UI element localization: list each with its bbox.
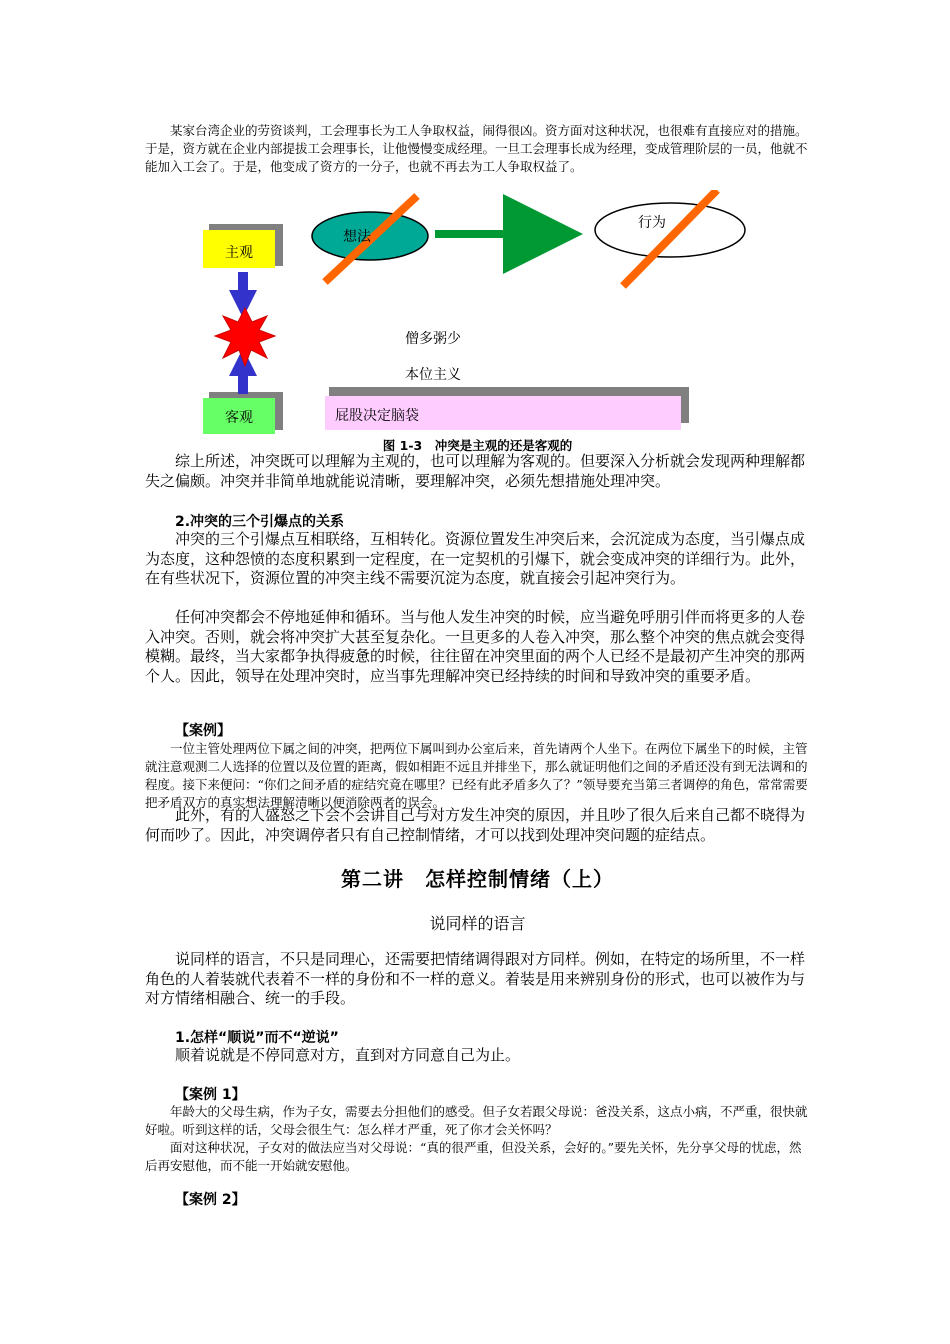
objective-label: 客观 <box>225 410 253 426</box>
section-title: 说同样的语言 <box>429 914 526 933</box>
case2-label: 【案例 2】 <box>175 1192 246 1208</box>
behavior-ellipse <box>595 203 745 257</box>
summary-paragraph: 综上所述，冲突既可以理解为主观的，也可以理解为客观的。但要深入分析就会发现两种理解都失之偏颇。冲突并非简单地就能说清晰，要理解冲突，必须先想措施处理冲突。 <box>145 452 806 490</box>
monk-label: 僧多粥少 <box>405 331 461 347</box>
section2-heading: 2.冲突的三个引爆点的关系 <box>175 514 345 530</box>
diagram-graphics <box>195 190 755 440</box>
intro-paragraph: 某家台湾企业的劳资谈判，工会理事长为工人争取权益，闹得很凶。资方面对这种状况，也很难有直接应对的措施。于是，资方就在企业内部提拔工会理事长，让他慢慢变成经理。一旦工会理事长成为经理，变成管理阶层的一员，他就不能加入工会了。于是，他变成了资方的一分子，也就不再去为工人争取权益了。 <box>145 123 808 174</box>
subheading-1: 1.怎样“顺说”而不“逆说” <box>175 1030 339 1046</box>
thought-label: 想法 <box>343 229 371 245</box>
same-language-paragraph: 说同样的语言，不只是同理心，还需要把情绪调得跟对方同样。例如，在特定的场所里，不一样角色的人着装就代表着不一样的身份和不一样的意义。着装是用来辨别身份的形式，也可以被作为与对方情绪相融合、统一的手段。 <box>145 950 806 1007</box>
subheading-1-text: 顺着说就是不停同意对方，直到对方同意自己为止。 <box>175 1046 521 1064</box>
case-label: 【案例】 <box>175 723 231 739</box>
section2-paragraph-1: 冲突的三个引爆点互相联络，互相转化。资源位置发生冲突后来，会沉淀成为态度，当引爆点成为态度，这种怨愤的态度积累到一定程度，在一定契机的引爆下，就会变成冲突的详细行为。此外，在有些状况下，资源位置的冲突主线不需要沉淀为态度，就直接会引起冲突行为。 <box>145 530 806 587</box>
figure-caption: 图 1-3 冲突是主观的还是客观的 <box>382 438 573 453</box>
red-burst <box>215 308 275 366</box>
case1-label: 【案例 1】 <box>175 1087 246 1103</box>
lecture-title: 第二讲 怎样控制情绪（上） <box>341 867 614 891</box>
section2-paragraph-2: 任何冲突都会不停地延伸和循环。当与他人发生冲突的时候，应当避免呼朋引伴而将更多的人卷入冲突。否则，就会将冲突扩大甚至复杂化。一旦更多的人卷入冲突，那么整个冲突的焦点就会变得模糊。最终，当大家都争执得疲惫的时候，往往留在冲突里面的两个人已经不是最初产生冲突的那两个人。因此，领导在处理冲突时，应当事先理解冲突已经持续的时间和导致冲突的重要矛盾。 <box>145 608 806 685</box>
case-text: 一位主管处理两位下属之间的冲突，把两位下属叫到办公室后来，首先请两个人坐下。在两位下属坐下的时候，主管就注意观测二人选择的位置以及位置的距离，假如相距不远且并排坐下，那么就证明他们之间的矛盾还没有到无法调和的程度。接下来便问：“你们之间矛盾的症结究竟在哪里？已经有此矛盾多久了？”领导要充当第三者调停的角色，常常需要把矛盾双方的真实想法理解清晰以便消除两者的误会。 <box>145 741 808 810</box>
case1-paragraph-2: 面对这种状况，子女对的做法应当对父母说：“真的很严重，但没关系，会好的。”要先关怀，先分享父母的忧虑，然后再安慰他，而不能一开始就安慰他。 <box>145 1140 802 1173</box>
subjective-label: 主观 <box>225 245 253 261</box>
conflict-diagram <box>195 190 755 440</box>
case1-paragraph-1: 年龄大的父母生病，作为子女，需要去分担他们的感受。但子女若跟父母说：爸没关系，这点小病，不严重，很快就好啦。听到这样的话，父母会很生气：怎么样才严重，死了你才会关怀吗？ <box>145 1104 808 1137</box>
butt-label: 屁股决定脑袋 <box>335 408 419 424</box>
case-followup: 此外，有的人盛怒之下会不会讲自己与对方发生冲突的原因，并且吵了很久后来自己都不晓得为何而吵了。因此，冲突调停者只有自己控制情绪，才可以找到处理冲突问题的症结点。 <box>145 806 806 844</box>
selfish-label: 本位主义 <box>405 367 461 383</box>
behavior-label: 行为 <box>638 215 666 231</box>
